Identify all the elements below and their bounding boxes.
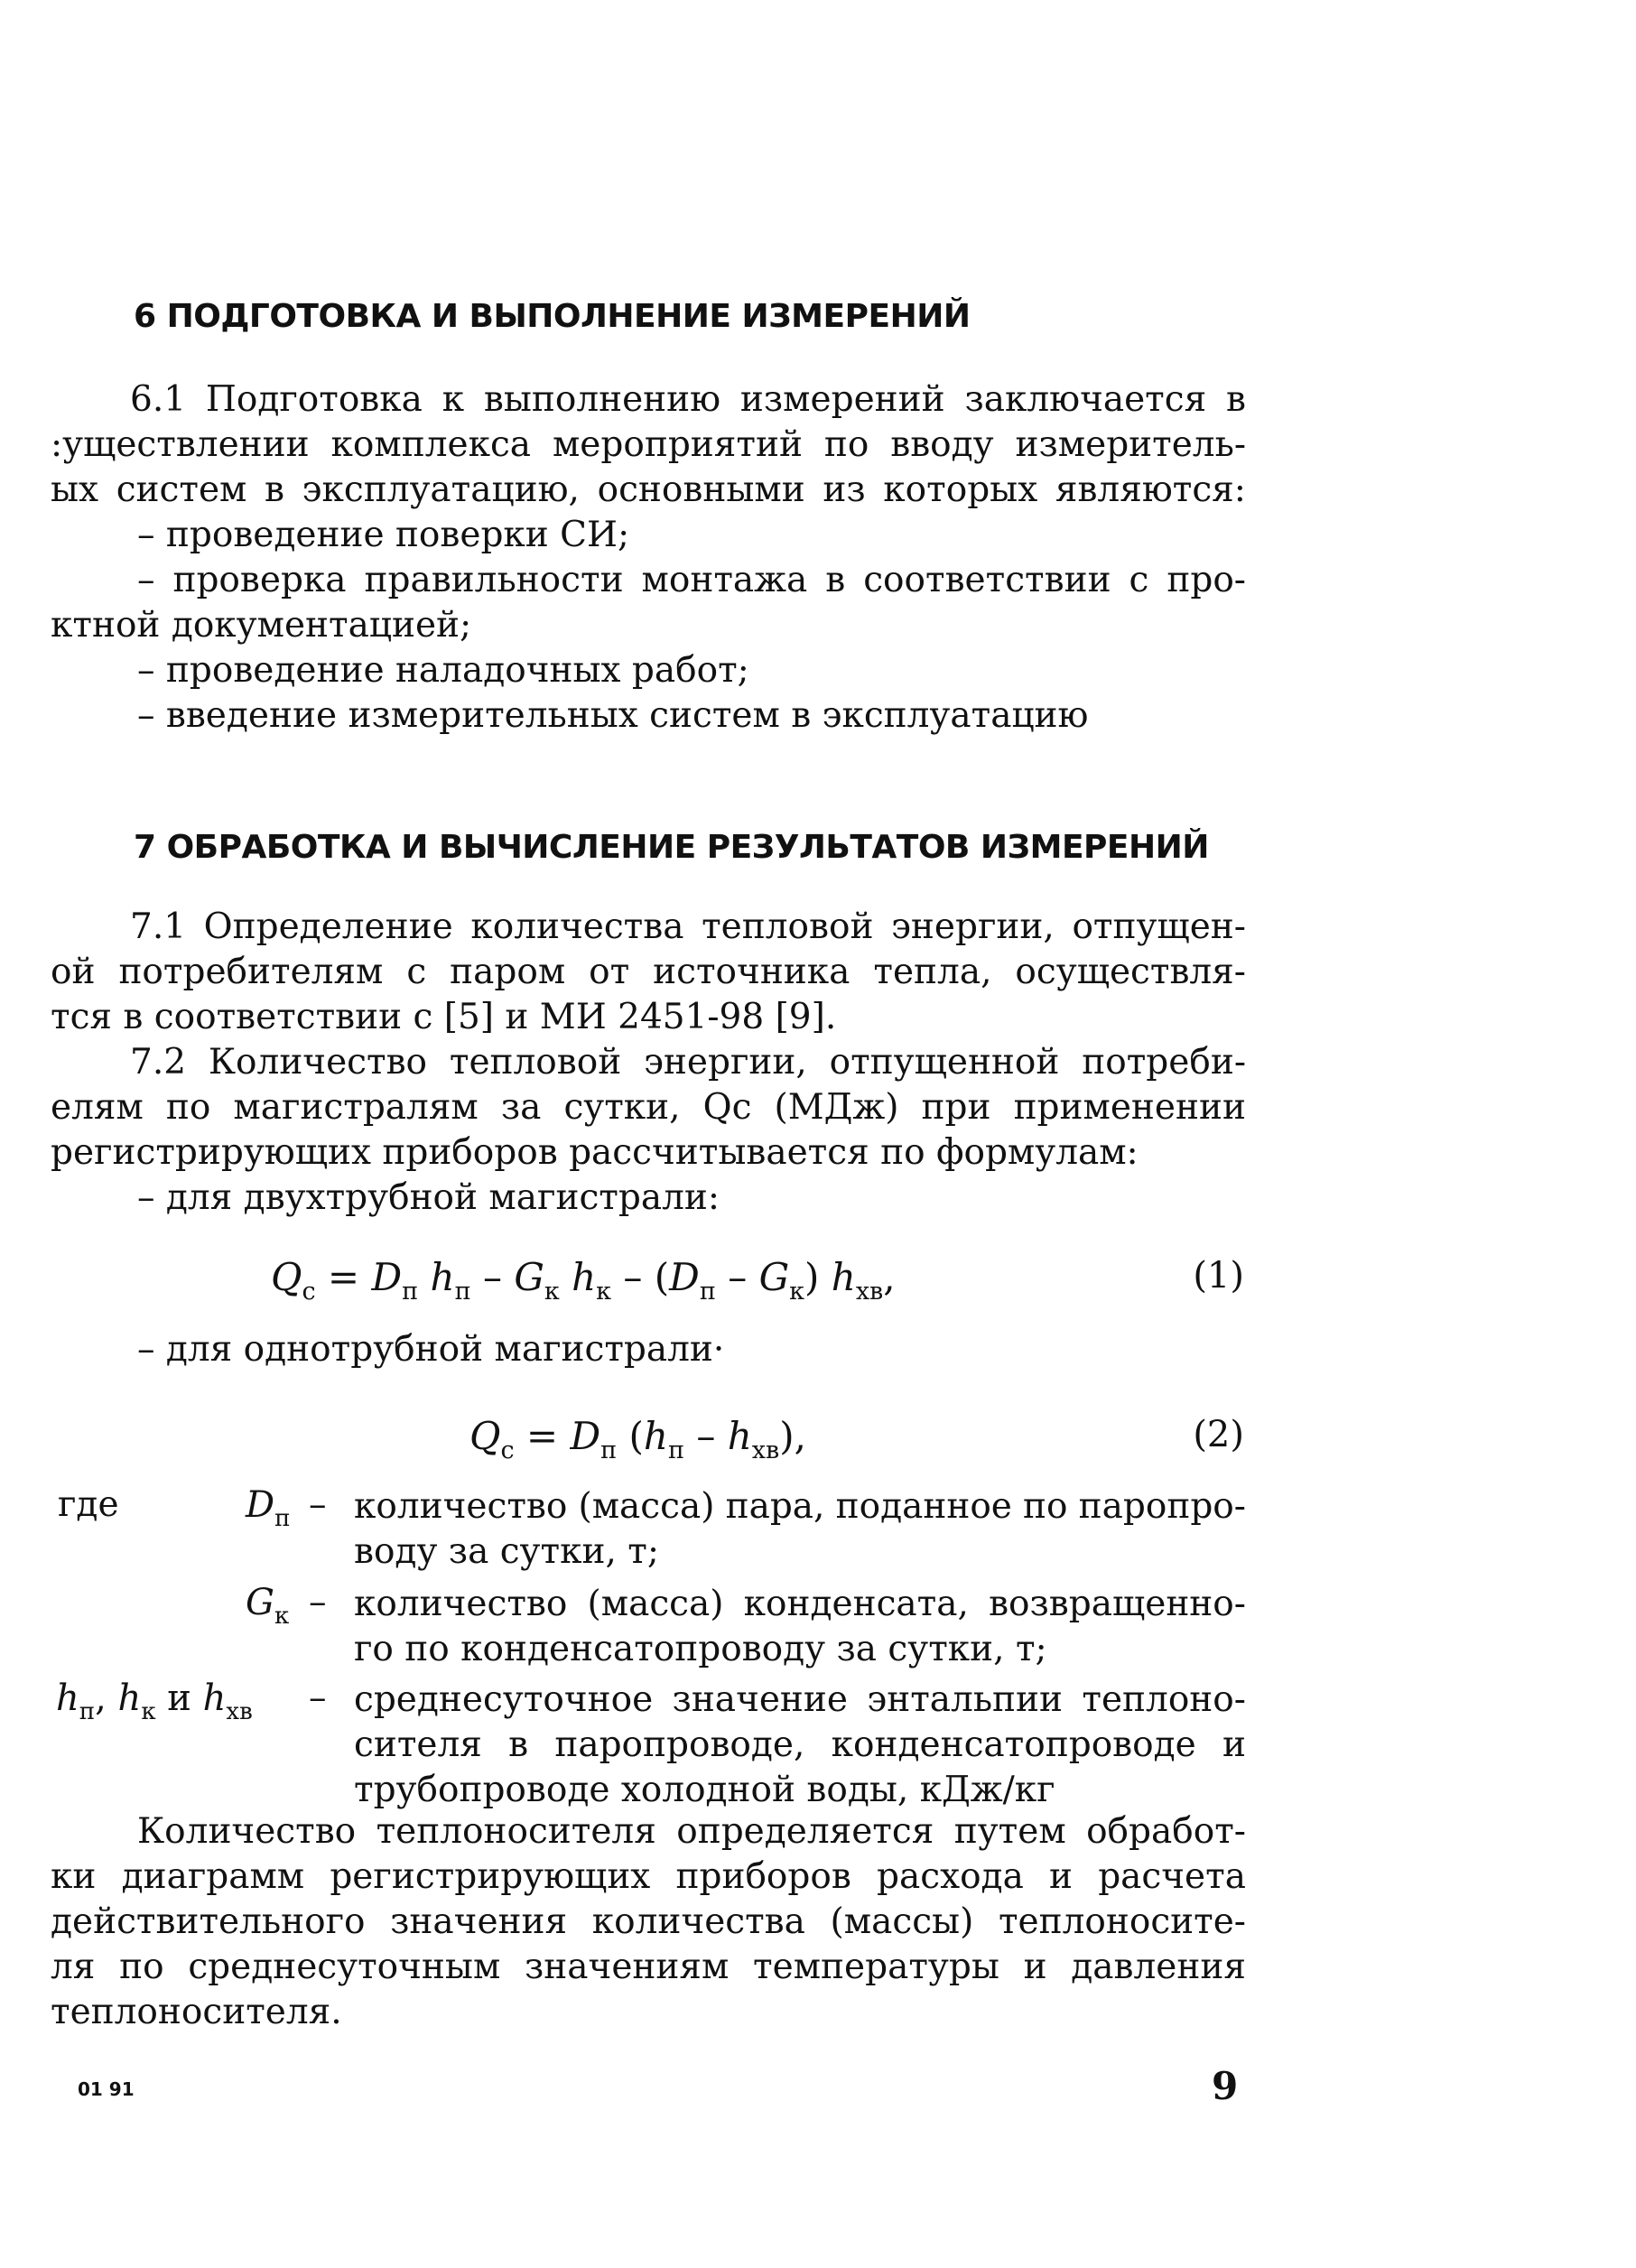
text-line: ых систем в эксплуатацию, основными из которых являются: xyxy=(51,469,1246,510)
text-line: ктной документацией; xyxy=(51,605,472,646)
definition-dash: – xyxy=(309,1582,327,1622)
formula-2: $Q_с = D_п$ $(h_п - h_{хв})$, xyxy=(469,1414,806,1464)
text-line: ки диаграмм регистрирующих приборов расхода и расчета xyxy=(51,1856,1246,1897)
text-line: ой потребителям с паром от источника тепла, осуществля- xyxy=(51,952,1246,992)
definition-symbol: $h_п$, $h_к$ и $h_{хв}$ xyxy=(56,1678,253,1725)
where-label: где xyxy=(58,1484,119,1525)
text-line: 7.2 Количество тепловой энергии, отпущенной потреби- xyxy=(130,1042,1246,1083)
text-line: Количество теплоносителя определяется путем обработ- xyxy=(137,1811,1246,1852)
text-line: тся в соответствии с [5] и МИ 2451-98 [9]. xyxy=(51,997,837,1037)
text-line: регистрирующих приборов рассчитывается по формулам: xyxy=(51,1132,1139,1173)
definition-symbol: $D_п$ xyxy=(246,1484,291,1532)
text-line: :уществлении комплекса мероприятий по вводу измеритель- xyxy=(51,424,1246,465)
text-line: действительного значения количества (массы) теплоносите- xyxy=(51,1901,1246,1942)
definition-text: среднесуточное значение энтальпии теплоно- сителя в паропроводе, конденсатопроводе и трубопроводе холодной воды, кДж/кг xyxy=(354,1679,1246,1810)
list-item: – введение измерительных систем в эксплуатацию xyxy=(137,695,1089,736)
definition-text: количество (масса) пара, поданное по паропро- воду за сутки, т; xyxy=(354,1486,1246,1572)
text-line: 6.1 Подготовка к выполнению измерений заключается в xyxy=(130,379,1246,420)
formula-2-number: (2) xyxy=(1193,1414,1244,1455)
paragraph-7-1 xyxy=(51,905,1246,1040)
section-6-heading: 6 ПОДГОТОВКА И ВЫПОЛНЕНИЕ ИЗМЕРЕНИЙ xyxy=(134,298,971,335)
definition-symbol: $G_к$ xyxy=(246,1582,290,1630)
paragraph-6-1 xyxy=(51,377,1246,739)
list-item: – проверка правильности монтажа в соответствии с про- xyxy=(137,560,1246,600)
definition-dash: – xyxy=(309,1484,327,1525)
formula-1-number: (1) xyxy=(1193,1255,1244,1297)
formula-1: $Q_с = D_п$ $h_п - G_к$ $h_к - (D_п - G_к)$ $h_{хв}$, xyxy=(271,1255,896,1306)
text-line: елям по магистралям за сутки, Qс (МДж) при применении xyxy=(51,1087,1246,1128)
section-7-heading: 7 ОБРАБОТКА И ВЫЧИСЛЕНИЕ РЕЗУЛЬТАТОВ ИЗМЕРЕНИЙ xyxy=(134,829,1209,866)
list-item: – проведение наладочных работ; xyxy=(137,650,749,691)
list-item: – для двухтрубной магистрали: xyxy=(137,1177,720,1218)
text-line: ля по среднесуточным значениям температуры и давления xyxy=(51,1947,1246,1987)
list-item: – проведение поверки СИ; xyxy=(137,515,630,555)
text-line: 7.1 Определение количества тепловой энергии, отпущен- xyxy=(130,906,1246,947)
footer-code: 01 91 xyxy=(78,2078,135,2100)
definition-text: количество (масса) конденсата, возвращенно- го по конденсатопроводу за сутки, т; xyxy=(354,1584,1246,1669)
definition-dash: – xyxy=(309,1678,327,1718)
list-item: – для однотрубной магистрали· xyxy=(137,1329,725,1370)
closing-paragraph xyxy=(51,1809,1246,2035)
paragraph-7-2 xyxy=(51,1040,1246,1221)
text-line: теплоносителя. xyxy=(51,1992,342,2032)
page-number: 9 xyxy=(1212,2064,1239,2108)
